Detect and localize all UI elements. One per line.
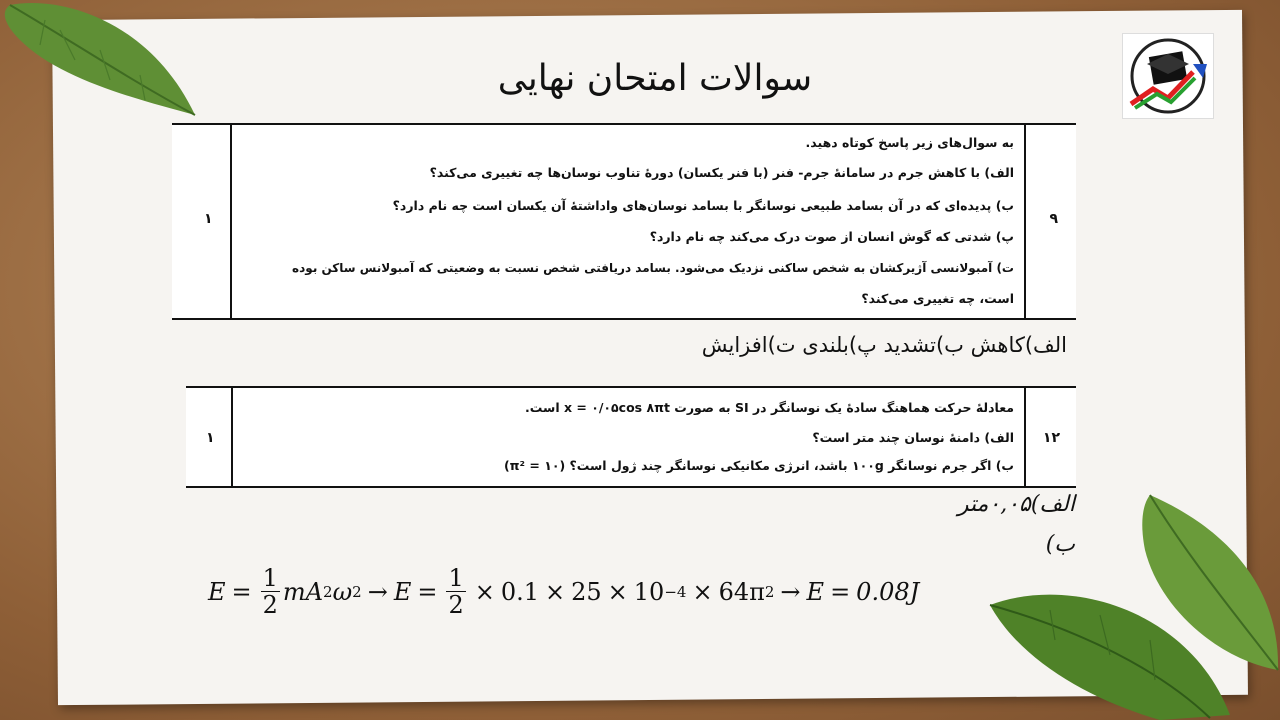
formula-operator: × (692, 577, 713, 606)
formula-operator: = (231, 577, 252, 606)
formula-operator: → (780, 577, 801, 606)
formula-operator: → (367, 577, 388, 606)
formula-exponent: 2 (352, 582, 362, 601)
formula-value: 25 (571, 577, 602, 606)
energy-formula (208, 565, 919, 618)
formula-operator: × (474, 577, 495, 606)
formula-value: 64π (718, 577, 765, 606)
answer-12-a: الف)۰,۰۵متر (957, 492, 1075, 517)
question-line: است، چه تغییری می‌کند؟ (861, 291, 1014, 306)
formula-exponent: −4 (664, 582, 687, 601)
question-number: ۱۲ (1042, 430, 1060, 446)
leaf-bottom-right-icon (957, 490, 1280, 720)
question-line: الف) با کاهش جرم در سامانهٔ جرم- فنر (با فنر یکسان) دورهٔ تناوب نوسان‌ها چه تغییری می‌کند؟ (429, 165, 1014, 180)
formula-symbol: E (208, 577, 226, 606)
formula-value: 0.1 (500, 577, 540, 606)
question-line: ت) آمبولانسی آژیرکشان به شخص ساکنی نزدیک می‌شود. بسامد دریافتی شخص نسبت به وضعیتی که آمبولانس ساکن بوده (292, 261, 1014, 275)
formula-symbol: m (282, 577, 306, 606)
question-line: ب) پدیده‌ای که در آن بسامد طبیعی نوسانگر با بسامد نوسان‌های واداشتهٔ آن یکسان است چه نام دارد؟ (392, 198, 1014, 213)
question-line: پ) شدتی که گوش انسان از صوت درک می‌کند چه نام دارد؟ (649, 229, 1014, 244)
logo (1122, 33, 1214, 119)
question-score: ۱ (206, 430, 215, 446)
question-number: ۹ (1049, 211, 1058, 227)
question-12-table (186, 386, 1076, 488)
fraction-denominator: 2 (448, 591, 464, 619)
formula-value: 10 (633, 577, 665, 606)
formula-operator: × (545, 577, 566, 606)
fraction-numerator: 1 (262, 564, 278, 592)
school-logo-icon (1123, 34, 1213, 118)
formula-operator: = (417, 577, 438, 606)
fraction-numerator: 1 (448, 564, 464, 592)
formula-symbol: ω (332, 577, 353, 606)
question-line: معادلهٔ حرکت هماهنگ سادهٔ یک نوسانگر در SI به صورت x = ۰/۰۵cos ۸πt است. (525, 400, 1014, 415)
question-9-table (172, 123, 1076, 320)
question-score: ۱ (204, 211, 213, 227)
question-line: به سوال‌های زیر پاسخ کوتاه دهید. (805, 135, 1014, 150)
formula-result: 0.08J (856, 577, 920, 606)
fraction-denominator: 2 (262, 591, 278, 619)
formula-operator: × (607, 577, 628, 606)
formula-operator: = (830, 577, 851, 606)
question-line: ب) اگر جرم نوسانگر ۱۰۰g باشد، انرژی مکانیکی نوسانگر چند ژول است؟ (π² = ۱۰) (503, 458, 1014, 473)
answer-12-b: ب) (1045, 532, 1075, 557)
formula-exponent: 2 (764, 582, 775, 601)
formula-symbol: E (806, 577, 825, 606)
page-title: سوالات امتحان نهایی (497, 58, 813, 99)
formula-exponent: 2 (323, 582, 333, 601)
formula-symbol: E (393, 577, 412, 606)
formula-symbol: A (305, 577, 324, 606)
formula-fraction (261, 565, 280, 618)
formula-fraction (446, 565, 465, 618)
question-line: الف) دامنهٔ نوسان چند متر است؟ (812, 430, 1014, 445)
answer-9: الف)کاهش ب)تشدید پ)بلندی ت)افزایش (701, 333, 1067, 357)
